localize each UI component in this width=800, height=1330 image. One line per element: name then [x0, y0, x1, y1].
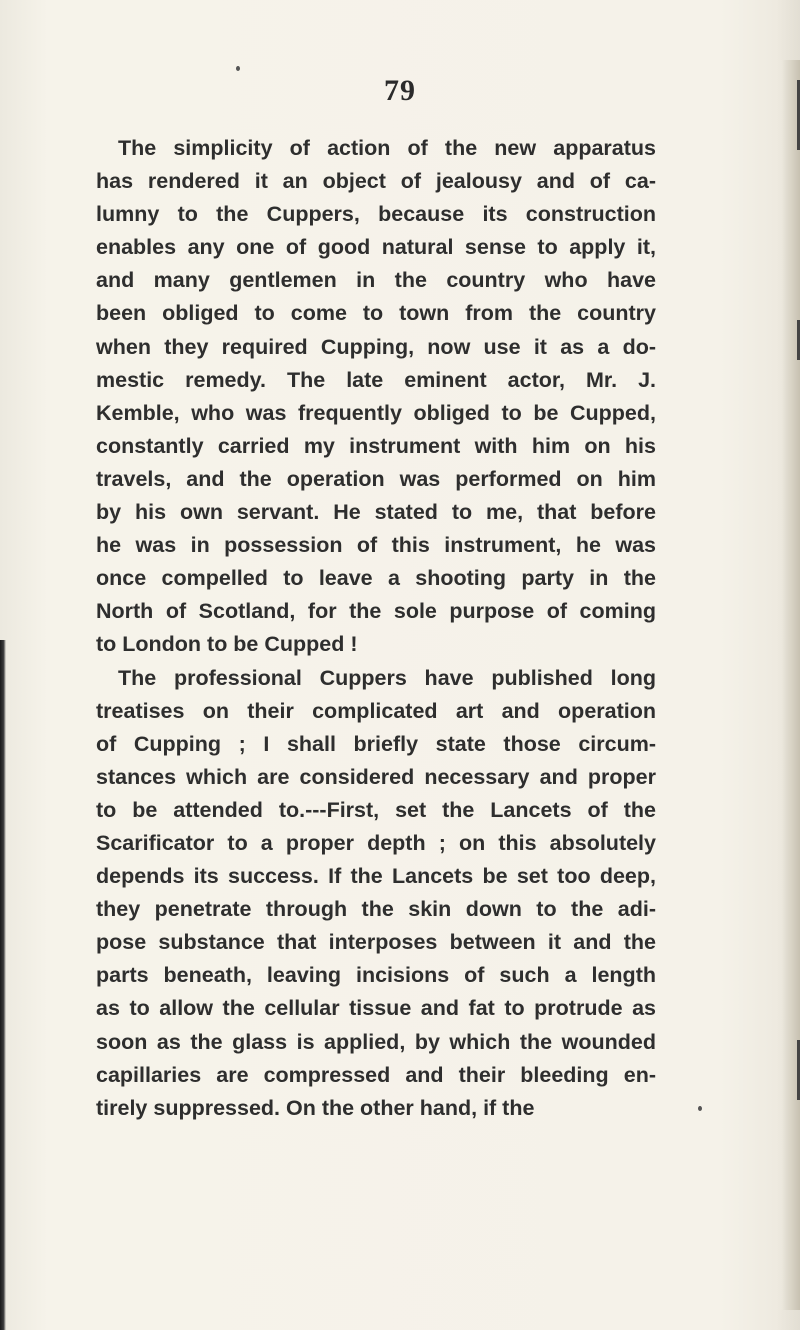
text-line: lumny to the Cuppers, because its construction — [96, 202, 656, 227]
text-line: by his own servant. He stated to me, that before — [96, 500, 656, 525]
text-line: travels, and the operation was performed on him — [96, 466, 656, 491]
text-line: as to allow the cellular tissue and fat to protrude as — [96, 996, 656, 1021]
text-line: been obliged to come to town from the country — [96, 301, 656, 326]
text-line: stances which are considered necessary and proper — [96, 764, 656, 789]
text-line: when they required Cupping, now use it as a do- — [96, 334, 656, 359]
text-line: soon as the glass is applied, by which the wounded — [96, 1029, 656, 1054]
text-line: has rendered it an object of jealousy and of ca- — [96, 169, 656, 194]
text-line: constantly carried my instrument with him on his — [96, 433, 656, 458]
text-line: he was in possession of this instrument, he was — [96, 533, 656, 558]
text-line: capillaries are compressed and their bleeding en- — [96, 1062, 656, 1087]
text-line: they penetrate through the skin down to the adi- — [96, 897, 656, 922]
text-line: depends its success. If the Lancets be set too deep, — [96, 864, 656, 889]
text-line: parts beneath, leaving incisions of such a length — [96, 963, 656, 988]
text-line: North of Scotland, for the sole purpose of coming — [96, 599, 656, 624]
text-line: Kemble, who was frequently obliged to be Cupped, — [96, 400, 656, 425]
page-number: 79 — [384, 74, 416, 107]
text-line: mestic remedy. The late eminent actor, Mr. J. — [96, 367, 656, 392]
text-line: pose substance that interposes between it and the — [96, 930, 656, 955]
text-line: of Cupping ; I shall briefly state those circum- — [96, 731, 656, 756]
text-line: tirely suppressed. On the other hand, if the — [96, 1095, 535, 1120]
text-line: enables any one of good natural sense to apply it, — [96, 235, 656, 260]
text-line: treatises on their complicated art and operation — [96, 698, 656, 723]
text-line: The simplicity of action of the new apparatus — [118, 136, 656, 160]
text-line: to London to be Cupped ! — [96, 632, 358, 657]
ink-speck — [698, 1106, 702, 1111]
body-text — [96, 132, 656, 1125]
text-line: once compelled to leave a shooting party in the — [96, 566, 656, 591]
text-line: Scarificator to a proper depth ; on this absolutely — [96, 830, 656, 855]
text-line: and many gentlemen in the country who have — [96, 268, 656, 293]
ink-speck — [236, 66, 240, 71]
text-line: to be attended to.---First, set the Lancets of the — [96, 797, 656, 822]
page-left-shadow — [0, 640, 6, 1330]
text-line: The professional Cuppers have published long — [118, 665, 656, 690]
page-right-edge — [782, 60, 800, 1310]
